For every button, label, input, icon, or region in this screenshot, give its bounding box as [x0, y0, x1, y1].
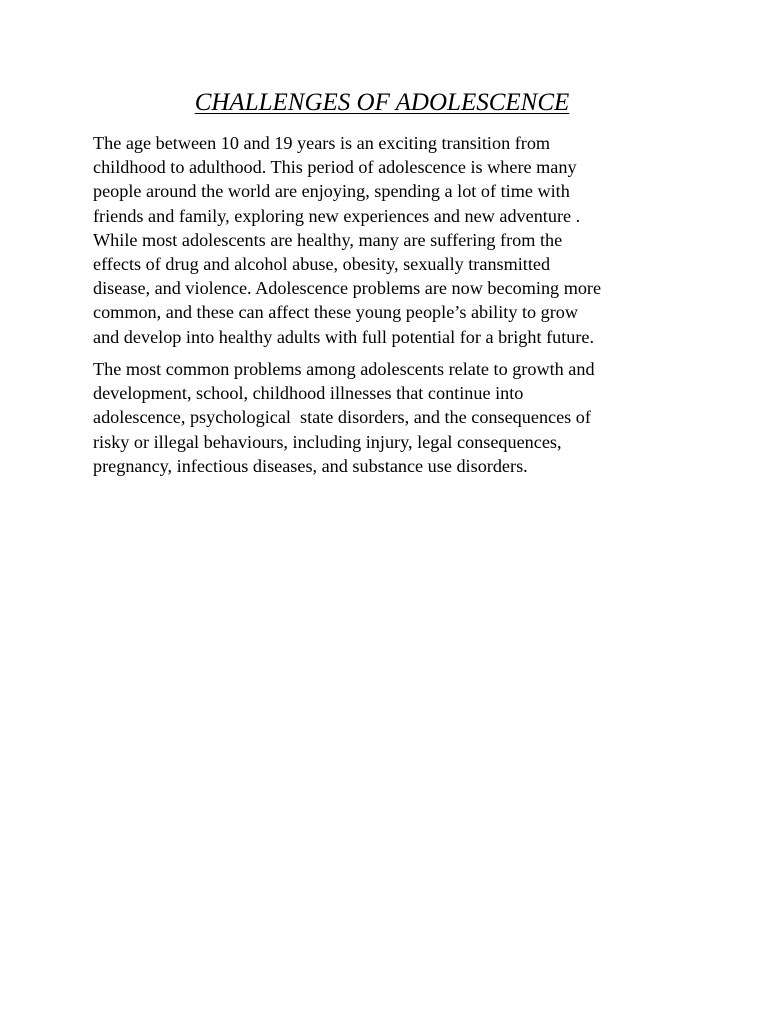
text-line: friends and family, exploring new experiences and new adventure .	[93, 205, 581, 226]
text-line: risky or illegal behaviours, including injury, legal consequences,	[93, 431, 562, 452]
text-line: pregnancy, infectious diseases, and substance use disorders.	[93, 455, 528, 476]
text-line: people around the world are enjoying, spending a lot of time with	[93, 181, 570, 202]
text-line: and develop into healthy adults with full potential for a bright future.	[93, 326, 595, 347]
text-line: childhood to adulthood. This period of adolescence is where many	[93, 157, 577, 178]
paragraph-intro	[93, 131, 675, 349]
page-title: CHALLENGES OF ADOLESCENCE	[194, 89, 570, 116]
text-line: development, school, childhood illnesses that continue into	[93, 383, 524, 404]
text-line: The age between 10 and 19 years is an exciting transition from	[93, 133, 551, 153]
text-line: common, and these can affect these young people’s ability to grow	[93, 302, 579, 323]
text-line: The most common problems among adolescents relate to growth and	[93, 359, 595, 379]
text-line: While most adolescents are healthy, many are suffering from the	[93, 229, 563, 250]
text-line: disease, and violence. Adolescence problems are now becoming more	[93, 278, 602, 299]
paragraph-common-problems	[93, 357, 675, 478]
text-line: adolescence, psychological state disorders, and the consequences of	[93, 407, 591, 428]
text-line: effects of drug and alcohol abuse, obesity, sexually transmitted	[93, 254, 551, 275]
